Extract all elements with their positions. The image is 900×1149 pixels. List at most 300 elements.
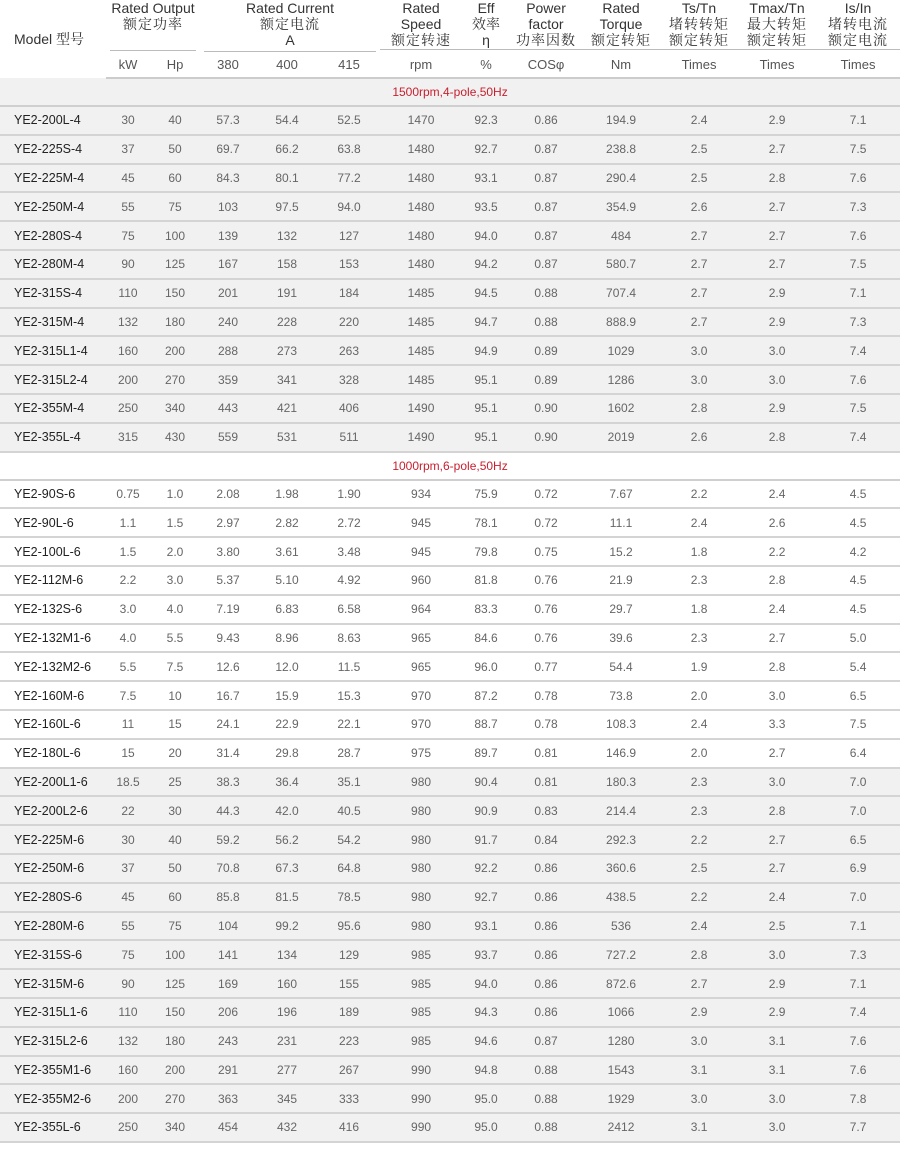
cell-power-factor: 0.81 xyxy=(510,739,582,768)
cell-kw: 15 xyxy=(106,739,150,768)
cell-model: YE2-225M-4 xyxy=(0,164,106,193)
cell-kw: 110 xyxy=(106,998,150,1027)
cell-efficiency: 92.7 xyxy=(462,135,510,164)
cell-ts-tn: 2.4 xyxy=(660,912,738,941)
cell-model: YE2-315M-4 xyxy=(0,308,106,337)
cell-speed: 980 xyxy=(380,825,462,854)
cell-speed: 990 xyxy=(380,1056,462,1085)
cell-ts-tn: 2.3 xyxy=(660,768,738,797)
cell-model: YE2-90S-6 xyxy=(0,480,106,509)
cell-kw: 3.0 xyxy=(106,595,150,624)
cell-efficiency: 94.5 xyxy=(462,279,510,308)
unit-hp: Hp xyxy=(150,52,200,78)
cell-hp: 340 xyxy=(150,394,200,423)
cell-model: YE2-315S-6 xyxy=(0,940,106,969)
cell-torque: 29.7 xyxy=(582,595,660,624)
cell-efficiency: 93.1 xyxy=(462,912,510,941)
table-row xyxy=(0,883,900,912)
cell-speed: 1485 xyxy=(380,279,462,308)
cell-hp: 200 xyxy=(150,1056,200,1085)
cell-current-415: 184 xyxy=(318,279,380,308)
cell-torque: 2412 xyxy=(582,1113,660,1142)
cell-model: YE2-315S-4 xyxy=(0,279,106,308)
table-row xyxy=(0,164,900,193)
cell-current-380: 2.08 xyxy=(200,480,256,509)
table-header xyxy=(0,0,900,78)
cell-speed: 985 xyxy=(380,998,462,1027)
cell-current-400: 2.82 xyxy=(256,508,318,537)
header-power-factor xyxy=(510,0,582,52)
cell-efficiency: 88.7 xyxy=(462,710,510,739)
cell-efficiency: 95.0 xyxy=(462,1113,510,1142)
cell-kw: 250 xyxy=(106,394,150,423)
cell-model: YE2-225S-4 xyxy=(0,135,106,164)
cell-ts-tn: 2.8 xyxy=(660,940,738,969)
cell-is-in: 7.1 xyxy=(816,912,900,941)
cell-ts-tn: 3.1 xyxy=(660,1056,738,1085)
cell-ts-tn: 3.0 xyxy=(660,365,738,394)
header-ts-tn-en: Ts/Tn xyxy=(681,0,717,16)
cell-tmax-tn: 3.3 xyxy=(738,710,816,739)
cell-model: YE2-132M1-6 xyxy=(0,624,106,653)
cell-ts-tn: 3.0 xyxy=(660,336,738,365)
unit-times-tmax: Times xyxy=(738,52,816,78)
header-tmax-tn-en: Tmax/Tn xyxy=(749,0,805,16)
table-row xyxy=(0,739,900,768)
cell-current-380: 141 xyxy=(200,940,256,969)
table-row xyxy=(0,250,900,279)
cell-current-380: 103 xyxy=(200,192,256,221)
header-rated-current xyxy=(200,0,380,52)
unit-cos-phi: COSφ xyxy=(510,52,582,78)
cell-torque: 21.9 xyxy=(582,566,660,595)
cell-torque: 15.2 xyxy=(582,537,660,566)
cell-tmax-tn: 2.7 xyxy=(738,221,816,250)
cell-speed: 970 xyxy=(380,681,462,710)
cell-tmax-tn: 2.4 xyxy=(738,480,816,509)
cell-power-factor: 0.72 xyxy=(510,508,582,537)
cell-current-380: 69.7 xyxy=(200,135,256,164)
cell-current-415: 333 xyxy=(318,1084,380,1113)
cell-speed: 980 xyxy=(380,912,462,941)
unit-380v: 380 xyxy=(200,52,256,78)
cell-tmax-tn: 2.7 xyxy=(738,825,816,854)
cell-is-in: 7.5 xyxy=(816,135,900,164)
cell-current-415: 11.5 xyxy=(318,652,380,681)
cell-current-400: 158 xyxy=(256,250,318,279)
cell-power-factor: 0.86 xyxy=(510,940,582,969)
cell-kw: 90 xyxy=(106,969,150,998)
table-row xyxy=(0,796,900,825)
cell-model: YE2-180L-6 xyxy=(0,739,106,768)
cell-hp: 60 xyxy=(150,883,200,912)
header-ts-tn-zh2: 额定转矩 xyxy=(669,32,730,48)
cell-model: YE2-315L1-4 xyxy=(0,336,106,365)
cell-current-380: 16.7 xyxy=(200,681,256,710)
cell-ts-tn: 3.0 xyxy=(660,1027,738,1056)
cell-current-380: 443 xyxy=(200,394,256,423)
cell-current-400: 273 xyxy=(256,336,318,365)
cell-torque: 1286 xyxy=(582,365,660,394)
cell-is-in: 4.5 xyxy=(816,508,900,537)
cell-tmax-tn: 2.9 xyxy=(738,279,816,308)
cell-current-400: 54.4 xyxy=(256,106,318,135)
cell-current-380: 206 xyxy=(200,998,256,1027)
cell-ts-tn: 1.9 xyxy=(660,652,738,681)
table-row xyxy=(0,365,900,394)
cell-tmax-tn: 2.6 xyxy=(738,508,816,537)
table-row xyxy=(0,336,900,365)
header-rated-torque-zh: 额定转矩 xyxy=(591,32,652,48)
cell-current-415: 127 xyxy=(318,221,380,250)
header-eff-en: Eff xyxy=(477,0,495,16)
cell-current-415: 406 xyxy=(318,394,380,423)
cell-hp: 40 xyxy=(150,106,200,135)
cell-ts-tn: 2.4 xyxy=(660,710,738,739)
cell-power-factor: 0.78 xyxy=(510,681,582,710)
cell-kw: 5.5 xyxy=(106,652,150,681)
table-row xyxy=(0,1084,900,1113)
cell-hp: 125 xyxy=(150,969,200,998)
cell-tmax-tn: 3.1 xyxy=(738,1056,816,1085)
cell-efficiency: 94.0 xyxy=(462,969,510,998)
cell-model: YE2-355M-4 xyxy=(0,394,106,423)
cell-model: YE2-315M-6 xyxy=(0,969,106,998)
cell-model: YE2-355L-4 xyxy=(0,423,106,452)
cell-is-in: 7.1 xyxy=(816,106,900,135)
cell-current-415: 63.8 xyxy=(318,135,380,164)
cell-current-415: 6.58 xyxy=(318,595,380,624)
cell-efficiency: 92.7 xyxy=(462,883,510,912)
cell-tmax-tn: 3.0 xyxy=(738,336,816,365)
table-row xyxy=(0,854,900,883)
cell-current-380: 59.2 xyxy=(200,825,256,854)
cell-speed: 960 xyxy=(380,566,462,595)
cell-current-380: 85.8 xyxy=(200,883,256,912)
cell-is-in: 7.6 xyxy=(816,221,900,250)
section-title: 1500rpm,4-pole,50Hz xyxy=(0,78,900,106)
cell-current-400: 6.83 xyxy=(256,595,318,624)
cell-current-415: 189 xyxy=(318,998,380,1027)
cell-current-415: 78.5 xyxy=(318,883,380,912)
cell-current-400: 345 xyxy=(256,1084,318,1113)
cell-kw: 75 xyxy=(106,221,150,250)
unit-rpm: rpm xyxy=(380,52,462,78)
table-row xyxy=(0,912,900,941)
cell-model: YE2-280M-4 xyxy=(0,250,106,279)
header-rated-speed xyxy=(380,0,462,52)
cell-is-in: 7.1 xyxy=(816,279,900,308)
section-title: 1000rpm,6-pole,50Hz xyxy=(0,452,900,480)
cell-current-400: 29.8 xyxy=(256,739,318,768)
cell-speed: 980 xyxy=(380,768,462,797)
cell-current-380: 84.3 xyxy=(200,164,256,193)
cell-is-in: 7.3 xyxy=(816,192,900,221)
cell-current-380: 169 xyxy=(200,969,256,998)
cell-tmax-tn: 3.0 xyxy=(738,940,816,969)
cell-current-380: 104 xyxy=(200,912,256,941)
cell-efficiency: 95.0 xyxy=(462,1084,510,1113)
cell-is-in: 7.4 xyxy=(816,998,900,1027)
cell-power-factor: 0.87 xyxy=(510,221,582,250)
header-is-in-en: Is/In xyxy=(844,0,872,16)
cell-current-380: 31.4 xyxy=(200,739,256,768)
header-eff xyxy=(462,0,510,52)
cell-is-in: 7.6 xyxy=(816,365,900,394)
cell-current-400: 1.98 xyxy=(256,480,318,509)
cell-efficiency: 93.5 xyxy=(462,192,510,221)
cell-power-factor: 0.90 xyxy=(510,394,582,423)
cell-speed: 985 xyxy=(380,969,462,998)
cell-speed: 1480 xyxy=(380,192,462,221)
cell-power-factor: 0.87 xyxy=(510,164,582,193)
cell-power-factor: 0.84 xyxy=(510,825,582,854)
header-rated-torque xyxy=(582,0,660,52)
cell-current-400: 36.4 xyxy=(256,768,318,797)
cell-kw: 30 xyxy=(106,825,150,854)
cell-model: YE2-315L2-4 xyxy=(0,365,106,394)
cell-speed: 1480 xyxy=(380,250,462,279)
cell-speed: 980 xyxy=(380,883,462,912)
cell-efficiency: 81.8 xyxy=(462,566,510,595)
cell-current-380: 243 xyxy=(200,1027,256,1056)
cell-current-415: 28.7 xyxy=(318,739,380,768)
cell-kw: 55 xyxy=(106,192,150,221)
cell-efficiency: 94.7 xyxy=(462,308,510,337)
cell-hp: 60 xyxy=(150,164,200,193)
cell-is-in: 7.0 xyxy=(816,883,900,912)
cell-current-380: 167 xyxy=(200,250,256,279)
cell-tmax-tn: 2.9 xyxy=(738,998,816,1027)
cell-power-factor: 0.88 xyxy=(510,1056,582,1085)
cell-speed: 1485 xyxy=(380,336,462,365)
cell-power-factor: 0.87 xyxy=(510,192,582,221)
header-power-factor-line2: factor xyxy=(528,16,564,32)
cell-efficiency: 78.1 xyxy=(462,508,510,537)
cell-current-380: 240 xyxy=(200,308,256,337)
cell-speed: 945 xyxy=(380,537,462,566)
header-power-factor-zh: 功率因数 xyxy=(516,32,577,48)
cell-torque: 290.4 xyxy=(582,164,660,193)
cell-ts-tn: 2.5 xyxy=(660,854,738,883)
cell-is-in: 4.5 xyxy=(816,566,900,595)
cell-current-400: 97.5 xyxy=(256,192,318,221)
cell-efficiency: 94.6 xyxy=(462,1027,510,1056)
cell-current-400: 22.9 xyxy=(256,710,318,739)
cell-ts-tn: 2.3 xyxy=(660,624,738,653)
cell-ts-tn: 2.7 xyxy=(660,308,738,337)
cell-model: YE2-280S-6 xyxy=(0,883,106,912)
cell-current-400: 421 xyxy=(256,394,318,423)
header-rated-speed-line2: Speed xyxy=(400,16,442,32)
cell-speed: 985 xyxy=(380,940,462,969)
cell-is-in: 7.6 xyxy=(816,164,900,193)
cell-hp: 5.5 xyxy=(150,624,200,653)
cell-current-380: 139 xyxy=(200,221,256,250)
table-row xyxy=(0,652,900,681)
cell-hp: 75 xyxy=(150,912,200,941)
cell-is-in: 6.5 xyxy=(816,681,900,710)
cell-tmax-tn: 2.8 xyxy=(738,566,816,595)
cell-current-400: 80.1 xyxy=(256,164,318,193)
cell-ts-tn: 2.6 xyxy=(660,192,738,221)
cell-ts-tn: 2.7 xyxy=(660,250,738,279)
cell-hp: 340 xyxy=(150,1113,200,1142)
cell-kw: 0.75 xyxy=(106,480,150,509)
header-rated-current-unit: A xyxy=(285,32,295,48)
cell-torque: 580.7 xyxy=(582,250,660,279)
cell-power-factor: 0.89 xyxy=(510,365,582,394)
cell-kw: 132 xyxy=(106,1027,150,1056)
cell-is-in: 4.5 xyxy=(816,595,900,624)
cell-speed: 1480 xyxy=(380,221,462,250)
cell-ts-tn: 1.8 xyxy=(660,595,738,624)
cell-model: YE2-355M2-6 xyxy=(0,1084,106,1113)
cell-current-400: 42.0 xyxy=(256,796,318,825)
cell-is-in: 7.1 xyxy=(816,969,900,998)
table-row xyxy=(0,1113,900,1142)
cell-torque: 438.5 xyxy=(582,883,660,912)
cell-model: YE2-225M-6 xyxy=(0,825,106,854)
cell-speed: 1485 xyxy=(380,308,462,337)
cell-speed: 945 xyxy=(380,508,462,537)
cell-is-in: 7.3 xyxy=(816,940,900,969)
cell-kw: 55 xyxy=(106,912,150,941)
cell-kw: 110 xyxy=(106,279,150,308)
cell-is-in: 4.5 xyxy=(816,480,900,509)
cell-current-400: 15.9 xyxy=(256,681,318,710)
table-row xyxy=(0,998,900,1027)
cell-torque: 360.6 xyxy=(582,854,660,883)
cell-is-in: 7.5 xyxy=(816,250,900,279)
cell-hp: 20 xyxy=(150,739,200,768)
cell-efficiency: 94.0 xyxy=(462,221,510,250)
cell-hp: 10 xyxy=(150,681,200,710)
cell-torque: 146.9 xyxy=(582,739,660,768)
cell-efficiency: 90.9 xyxy=(462,796,510,825)
cell-kw: 30 xyxy=(106,106,150,135)
cell-tmax-tn: 2.4 xyxy=(738,595,816,624)
cell-power-factor: 0.88 xyxy=(510,308,582,337)
header-tmax-tn-zh1: 最大转矩 xyxy=(747,16,808,32)
cell-model: YE2-315L1-6 xyxy=(0,998,106,1027)
cell-tmax-tn: 2.7 xyxy=(738,192,816,221)
cell-hp: 50 xyxy=(150,135,200,164)
cell-torque: 536 xyxy=(582,912,660,941)
cell-torque: 39.6 xyxy=(582,624,660,653)
table-row xyxy=(0,537,900,566)
table-row xyxy=(0,423,900,452)
cell-torque: 214.4 xyxy=(582,796,660,825)
cell-speed: 965 xyxy=(380,624,462,653)
cell-hp: 100 xyxy=(150,221,200,250)
cell-speed: 1485 xyxy=(380,365,462,394)
cell-kw: 37 xyxy=(106,135,150,164)
header-rated-torque-line1: Rated xyxy=(602,0,640,16)
cell-speed: 990 xyxy=(380,1084,462,1113)
cell-is-in: 7.5 xyxy=(816,394,900,423)
cell-speed: 1480 xyxy=(380,135,462,164)
cell-tmax-tn: 2.5 xyxy=(738,912,816,941)
cell-efficiency: 94.2 xyxy=(462,250,510,279)
cell-ts-tn: 2.5 xyxy=(660,135,738,164)
cell-kw: 45 xyxy=(106,883,150,912)
header-eff-zh: 效率 xyxy=(472,16,501,32)
cell-ts-tn: 2.9 xyxy=(660,998,738,1027)
cell-tmax-tn: 2.7 xyxy=(738,624,816,653)
cell-kw: 160 xyxy=(106,336,150,365)
cell-ts-tn: 3.1 xyxy=(660,1113,738,1142)
cell-model: YE2-132S-6 xyxy=(0,595,106,624)
cell-speed: 970 xyxy=(380,710,462,739)
cell-ts-tn: 2.2 xyxy=(660,825,738,854)
cell-ts-tn: 2.2 xyxy=(660,480,738,509)
cell-tmax-tn: 2.7 xyxy=(738,854,816,883)
cell-torque: 2019 xyxy=(582,423,660,452)
cell-tmax-tn: 2.8 xyxy=(738,652,816,681)
cell-ts-tn: 2.0 xyxy=(660,739,738,768)
header-ts-tn xyxy=(660,0,738,52)
table-row xyxy=(0,508,900,537)
cell-power-factor: 0.86 xyxy=(510,912,582,941)
cell-efficiency: 95.1 xyxy=(462,365,510,394)
cell-current-415: 54.2 xyxy=(318,825,380,854)
cell-power-factor: 0.77 xyxy=(510,652,582,681)
cell-tmax-tn: 2.9 xyxy=(738,106,816,135)
cell-current-415: 153 xyxy=(318,250,380,279)
header-rated-output-zh: 额定功率 xyxy=(123,16,183,32)
cell-model: YE2-315L2-6 xyxy=(0,1027,106,1056)
cell-power-factor: 0.86 xyxy=(510,969,582,998)
cell-tmax-tn: 3.0 xyxy=(738,1084,816,1113)
cell-hp: 3.0 xyxy=(150,566,200,595)
header-rated-output xyxy=(106,0,200,52)
cell-torque: 238.8 xyxy=(582,135,660,164)
cell-speed: 980 xyxy=(380,796,462,825)
cell-is-in: 7.6 xyxy=(816,1027,900,1056)
cell-is-in: 5.4 xyxy=(816,652,900,681)
cell-current-415: 3.48 xyxy=(318,537,380,566)
cell-torque: 354.9 xyxy=(582,192,660,221)
cell-current-415: 2.72 xyxy=(318,508,380,537)
cell-kw: 200 xyxy=(106,365,150,394)
cell-efficiency: 84.6 xyxy=(462,624,510,653)
cell-hp: 1.5 xyxy=(150,508,200,537)
cell-power-factor: 0.81 xyxy=(510,768,582,797)
unit-times-ts: Times xyxy=(660,52,738,78)
cell-is-in: 7.3 xyxy=(816,308,900,337)
cell-power-factor: 0.72 xyxy=(510,480,582,509)
cell-model: YE2-355M1-6 xyxy=(0,1056,106,1085)
cell-is-in: 6.4 xyxy=(816,739,900,768)
cell-power-factor: 0.86 xyxy=(510,883,582,912)
table-row xyxy=(0,681,900,710)
cell-kw: 315 xyxy=(106,423,150,452)
unit-415v: 415 xyxy=(318,52,380,78)
table-row xyxy=(0,710,900,739)
cell-efficiency: 94.9 xyxy=(462,336,510,365)
cell-model: YE2-132M2-6 xyxy=(0,652,106,681)
cell-power-factor: 0.90 xyxy=(510,423,582,452)
cell-ts-tn: 2.4 xyxy=(660,106,738,135)
cell-current-380: 24.1 xyxy=(200,710,256,739)
cell-speed: 1490 xyxy=(380,394,462,423)
cell-current-400: 191 xyxy=(256,279,318,308)
cell-current-380: 7.19 xyxy=(200,595,256,624)
cell-hp: 270 xyxy=(150,365,200,394)
cell-tmax-tn: 2.9 xyxy=(738,308,816,337)
cell-hp: 180 xyxy=(150,1027,200,1056)
